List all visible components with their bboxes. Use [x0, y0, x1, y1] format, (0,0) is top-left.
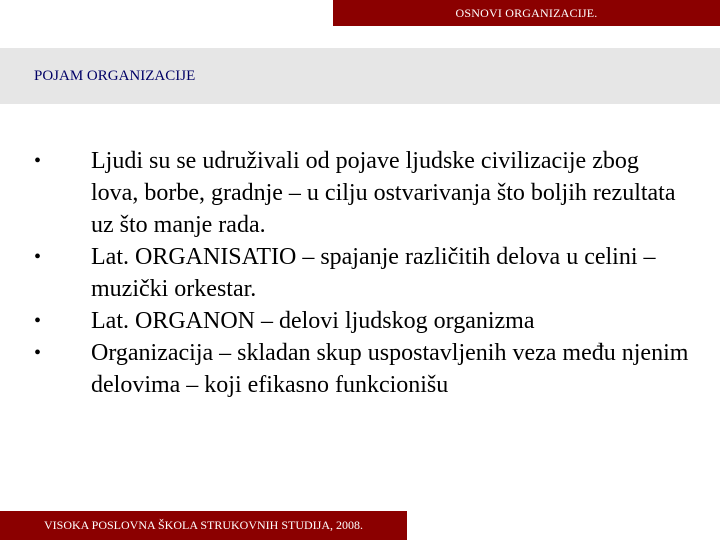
bullet-dot: •	[34, 310, 42, 332]
bullet-text: Organizacija – skladan skup uspostavljenih veza među njenim delovima – koji efikasno funkcionišu	[91, 340, 689, 398]
bullet-dot: •	[34, 150, 42, 172]
bullet-item	[0, 145, 720, 241]
course-banner	[333, 0, 720, 26]
institution-footer	[0, 511, 407, 540]
bullet-text: Lat. ORGANON – delovi ljudskog organizma	[91, 308, 535, 334]
bullet-item	[0, 337, 720, 401]
bullet-item	[0, 305, 720, 337]
bullet-text: Ljudi su se udruživali od pojave ljudske civilizacije zbog lova, borbe, gradnje – u cilju ostvarivanja što boljih rezultata uz što manje rada.	[91, 148, 676, 238]
institution-name: VISOKA POSLOVNA ŠKOLA STRUKOVNIH STUDIJA, 2008.	[43, 518, 364, 532]
slide-title: POJAM ORGANIZACIJE	[34, 68, 196, 84]
bullet-dot: •	[34, 246, 42, 268]
bullet-dot: •	[34, 342, 42, 364]
course-title: OSNOVI ORGANIZACIJE.	[455, 6, 598, 20]
bullet-text: Lat. ORGANISATIO – spajanje različitih delova u celini – muzički orkestar.	[91, 244, 656, 302]
bullet-item	[0, 241, 720, 305]
bullet-list	[0, 145, 720, 401]
